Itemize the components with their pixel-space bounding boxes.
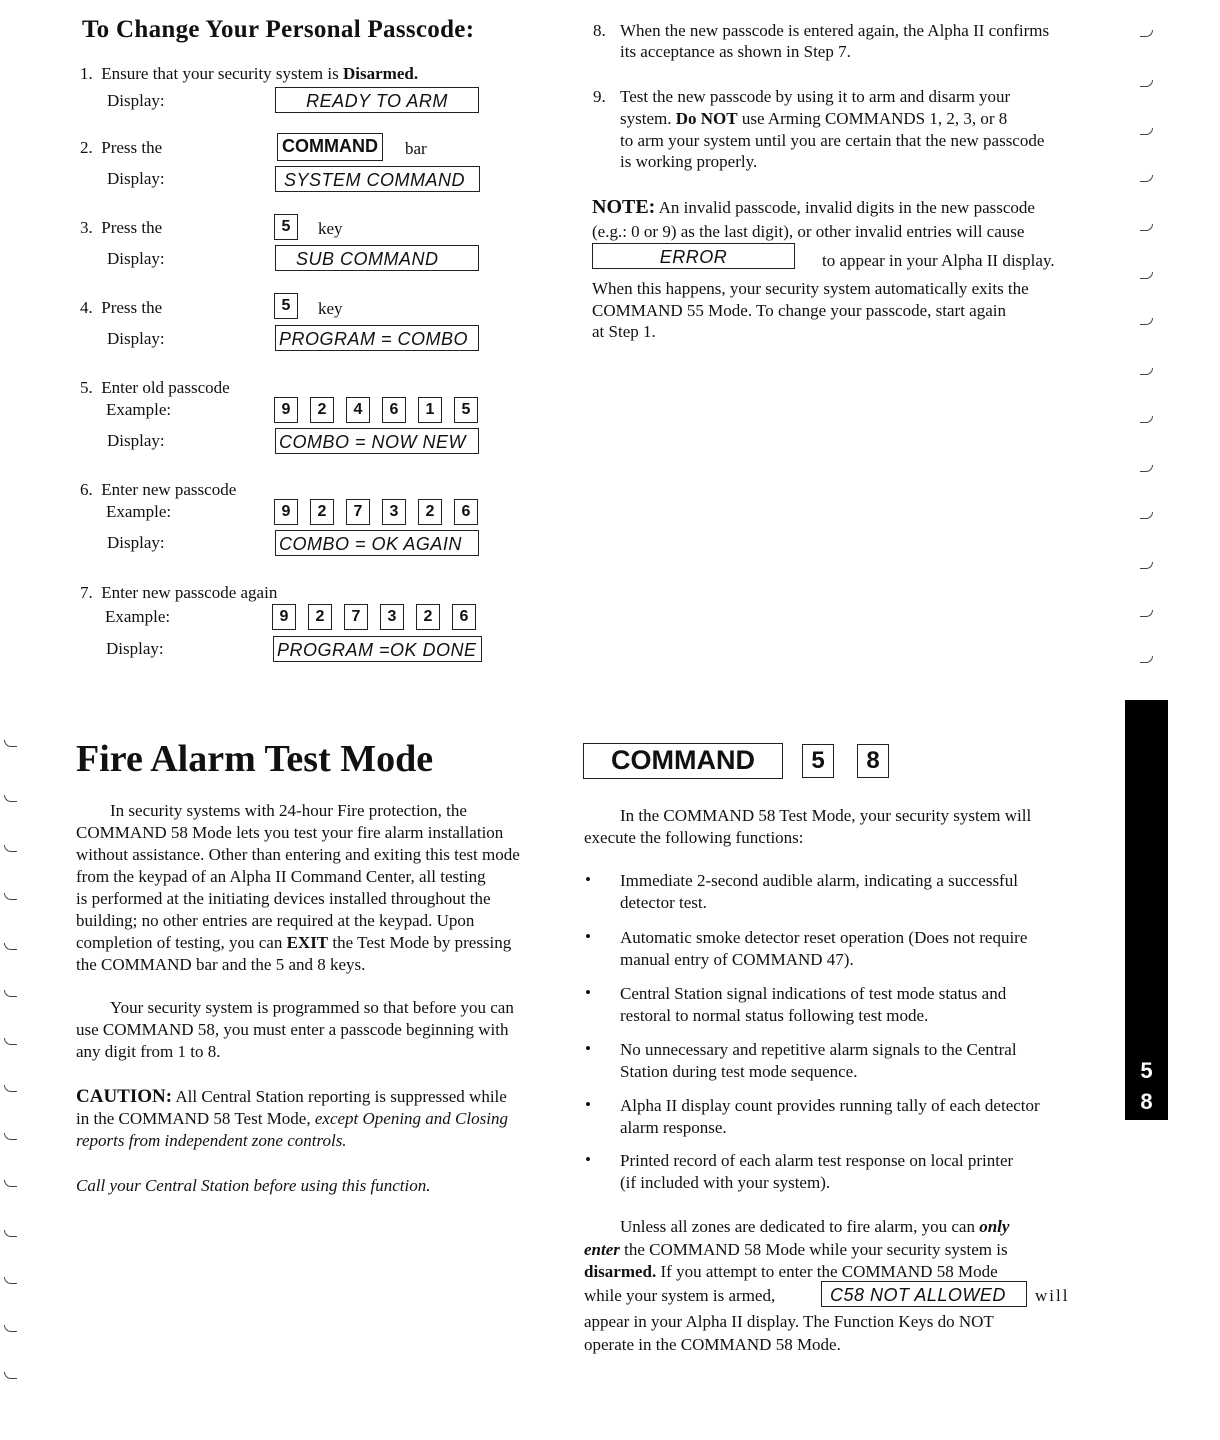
step-1 — [80, 63, 418, 85]
display-label: Display: — [106, 639, 164, 658]
binding-mark — [4, 1038, 17, 1045]
bullet-item: Alpha II display count provides running tally of each detector alarm response. — [620, 1096, 1040, 1137]
closing-line: will — [1035, 1286, 1070, 1305]
bullet-item: Central Station signal indications of test mode status and restoral to normal status following test mode. — [620, 984, 1007, 1025]
key-suffix: key — [318, 299, 343, 318]
bullet-icon: • — [585, 927, 591, 946]
passcode-title: To Change Your Personal Passcode: — [82, 16, 475, 43]
closing-line: appear in your Alpha II display. The Function Keys do NOT — [584, 1312, 994, 1331]
closing-line: disarmed. If you attempt to enter the COMMAND 58 Mode — [584, 1262, 998, 1281]
binding-mark — [1140, 272, 1153, 279]
keypad-key: 6 — [452, 604, 476, 630]
keypad-key: 9 — [274, 499, 298, 525]
bullet-item: Printed record of each alarm test response on local printer (if included with your system). — [620, 1151, 1014, 1192]
binding-mark — [4, 845, 17, 852]
step-8 — [593, 20, 606, 42]
step-number: 5. — [80, 378, 93, 397]
keypad-key: 5 — [274, 293, 298, 319]
keypad-key: 6 — [454, 499, 478, 525]
step-number: 1. — [80, 64, 93, 83]
closing-line: enter the COMMAND 58 Mode while your security system is — [584, 1240, 1008, 1259]
binding-mark — [1140, 224, 1153, 231]
keypad-key: 5 — [454, 397, 478, 423]
step-6 — [80, 479, 236, 501]
step-text: Ensure that your security system is — [101, 64, 343, 83]
keypad-key: 3 — [380, 604, 404, 630]
section-tab — [1125, 700, 1168, 1120]
bullet-item: No unnecessary and repetitive alarm signals to the Central Station during test mode sequence. — [620, 1040, 1017, 1081]
display-label: Display: — [107, 91, 165, 110]
lcd-display: COMBO = OK AGAIN — [275, 530, 479, 556]
bullet-item: Immediate 2-second audible alarm, indicating a successful detector test. — [620, 871, 1018, 912]
step-9 — [593, 86, 606, 108]
binding-mark — [1140, 128, 1153, 135]
bullet-item: Automatic smoke detector reset operation (Does not require manual entry of COMMAND 47). — [620, 928, 1028, 969]
step-number: 4. — [80, 298, 93, 317]
step-number: 6. — [80, 480, 93, 499]
binding-mark — [4, 1133, 17, 1140]
step-text-bold: Disarmed. — [343, 64, 419, 83]
step-8-line: its acceptance as shown in Step 7. — [620, 42, 851, 61]
step-text: Enter old passcode — [101, 378, 230, 397]
note-line: NOTE: An invalid passcode, invalid digits in the new passcode — [592, 196, 1035, 218]
bullet-icon: • — [585, 983, 591, 1002]
binding-mark — [4, 795, 17, 802]
binding-mark — [4, 1230, 17, 1237]
binding-mark — [1140, 368, 1153, 375]
example-label: Example: — [106, 400, 172, 419]
lcd-display: COMBO = NOW NEW — [275, 428, 479, 454]
step-9-line: to arm your system until you are certain that the new passcode — [620, 131, 1045, 150]
command-58-bar: COMMAND — [583, 743, 783, 779]
display-label: Display: — [107, 431, 165, 450]
keypad-key: 2 — [418, 499, 442, 525]
note-line: (e.g.: 0 or 9) as the last digit), or other invalid entries will cause — [592, 222, 1025, 241]
binding-mark — [4, 1325, 17, 1332]
step-number: 7. — [80, 583, 93, 602]
step-3 — [80, 217, 162, 239]
c58-display: C58 NOT ALLOWED — [821, 1281, 1027, 1307]
step-text: Enter new passcode — [101, 480, 237, 499]
display-label: Display: — [107, 329, 165, 348]
closing-line: Unless all zones are dedicated to fire alarm, you can only — [620, 1217, 1010, 1236]
binding-mark — [1140, 416, 1153, 423]
binding-mark — [4, 1085, 17, 1092]
binding-mark — [1140, 610, 1153, 617]
keypad-key: 7 — [344, 604, 368, 630]
bullet-icon: • — [585, 1150, 591, 1169]
closing-line: while your system is armed, — [584, 1286, 776, 1305]
closing-line: operate in the COMMAND 58 Mode. — [584, 1335, 841, 1354]
note-line: to appear in your Alpha II display. — [822, 251, 1055, 270]
keypad-key: 9 — [274, 397, 298, 423]
step-4 — [80, 297, 162, 319]
step-text: Press the — [101, 218, 163, 237]
keypad-key: 5 — [274, 214, 298, 240]
lcd-display: PROGRAM = COMBO — [275, 325, 479, 351]
binding-mark — [1140, 512, 1153, 519]
command-58-key-8: 8 — [857, 744, 889, 778]
bullet-icon: • — [585, 870, 591, 889]
binding-mark — [1140, 30, 1153, 37]
keypad-key: 2 — [416, 604, 440, 630]
caution-label: CAUTION: — [76, 1086, 173, 1107]
binding-mark — [4, 1277, 17, 1284]
binding-mark — [1140, 656, 1153, 663]
error-display: ERROR — [592, 243, 795, 269]
step-9-line: Test the new passcode by using it to arm and disarm your — [620, 87, 1011, 106]
binding-mark — [1140, 175, 1153, 182]
binding-mark — [1140, 465, 1153, 472]
step-9-line: is working properly. — [620, 152, 758, 171]
tab-digit: 5 — [1140, 1058, 1153, 1083]
keypad-key: 9 — [272, 604, 296, 630]
fire-title: Fire Alarm Test Mode — [76, 738, 434, 780]
keypad-key: 2 — [310, 499, 334, 525]
lcd-display: SUB COMMAND — [275, 245, 479, 271]
step-number: 8. — [593, 21, 606, 40]
note-line: at Step 1. — [592, 322, 656, 341]
bullet-icon: • — [585, 1039, 591, 1058]
display-label: Display: — [107, 533, 165, 552]
step-8-line: When the new passcode is entered again, the Alpha II confirms — [620, 21, 1050, 40]
display-label: Display: — [107, 249, 165, 268]
command-bar-key: COMMAND — [277, 133, 383, 161]
binding-mark — [1140, 318, 1153, 325]
key-suffix: bar — [405, 139, 427, 158]
binding-mark — [4, 990, 17, 997]
command-58-key-5: 5 — [802, 744, 834, 778]
step-9-line: system. Do NOT use Arming COMMANDS 1, 2, 3, or 8 — [620, 109, 1008, 128]
lcd-display: READY TO ARM — [275, 87, 479, 113]
binding-mark — [1140, 80, 1153, 87]
binding-mark — [4, 943, 17, 950]
caution-block: CAUTION: All Central Station reporting is suppressed while in the COMMAND 58 Test Mode, except Opening and Closing reports from independent zone controls. — [76, 1086, 508, 1150]
binding-mark — [4, 893, 17, 900]
step-2 — [80, 137, 162, 159]
fire-intro: In the COMMAND 58 Test Mode, your security system will execute the following functions: — [584, 806, 1032, 847]
keypad-key: 6 — [382, 397, 406, 423]
keypad-key: 7 — [346, 499, 370, 525]
fire-paragraph-2: Your security system is programmed so that before you can use COMMAND 58, you must enter a passcode beginning with any digit from 1 to 8. — [76, 998, 514, 1061]
bullet-icon: • — [585, 1095, 591, 1114]
example-label: Example: — [105, 607, 171, 626]
note-line: When this happens, your security system automatically exits the — [592, 279, 1029, 298]
call-central-note: Call your Central Station before using this function. — [76, 1176, 431, 1195]
binding-mark — [1140, 562, 1153, 569]
keypad-key: 2 — [308, 604, 332, 630]
step-5 — [80, 377, 230, 399]
binding-mark — [4, 1180, 17, 1187]
keypad-key: 3 — [382, 499, 406, 525]
keypad-key: 4 — [346, 397, 370, 423]
step-text: Press the — [101, 298, 163, 317]
tab-digit: 8 — [1140, 1089, 1153, 1114]
binding-mark — [4, 1372, 17, 1379]
note-line: COMMAND 55 Mode. To change your passcode, start again — [592, 301, 1006, 320]
key-suffix: key — [318, 219, 343, 238]
step-text: Enter new passcode again — [101, 583, 278, 602]
step-number: 2. — [80, 138, 93, 157]
step-text: Press the — [101, 138, 163, 157]
keypad-key: 2 — [310, 397, 334, 423]
lcd-display: SYSTEM COMMAND — [275, 166, 480, 192]
note-label: NOTE: — [592, 196, 656, 218]
example-label: Example: — [106, 502, 172, 521]
step-7 — [80, 582, 277, 604]
display-label: Display: — [107, 169, 165, 188]
fire-paragraph-1: In security systems with 24-hour Fire protection, the COMMAND 58 Mode lets you test your fire alarm installation without assistance. Other than entering and exiting this test mode from the keypad of an Alpha II Command Center, all testing is performed at the initiating devices installed throughout the building; no other entries are required at the keypad. Upon completion of testing, you can EXIT the Test Mode by pressing the COMMAND bar and the 5 and 8 keys. — [76, 801, 520, 974]
step-number: 3. — [80, 218, 93, 237]
binding-mark — [4, 740, 17, 747]
keypad-key: 1 — [418, 397, 442, 423]
lcd-display: PROGRAM =OK DONE — [273, 636, 482, 662]
step-number: 9. — [593, 87, 606, 106]
